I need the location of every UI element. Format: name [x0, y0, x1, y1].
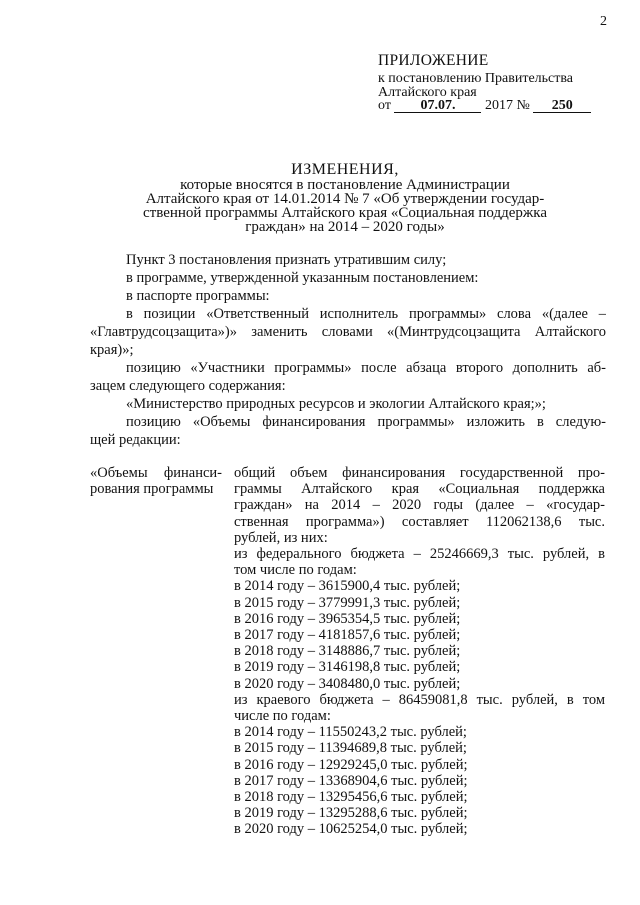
table-right-line: в 2020 году – 10625254,0 тыс. рублей; — [234, 821, 468, 838]
year-number-label: 2017 № — [484, 98, 530, 113]
page-number: 2 — [600, 14, 607, 29]
table-right-line: в 2016 году – 3965354,5 тыс. рублей; — [234, 610, 461, 627]
appendix-date: 07.07. — [394, 99, 481, 113]
body-line: «Главтрудсоцзащита»)» заменить словами «(Минтрудсоцзащита Алтайского — [90, 324, 606, 340]
heading-line: граждан» на 2014 – 2020 годы» — [245, 219, 445, 235]
table-right-line: в 2017 году – 4181857,6 тыс. рублей; — [234, 627, 461, 643]
table-right-line: в 2015 году – 11394689,8 тыс. рублей; — [234, 740, 467, 757]
table-right-line: граммы Алтайского края «Социальная поддержка — [234, 481, 605, 498]
body-line: позицию «Участники программы» после абзаца второго дополнить аб- — [126, 360, 606, 376]
body-line: щей редакции: — [90, 432, 181, 448]
table-right-line: в 2017 году – 13368904,6 тыс. рублей; — [234, 772, 468, 789]
body-line: зацем следующего содержания: — [90, 378, 286, 394]
table-right-line: граждан» на 2014 – 2020 годы (далее – «государ- — [234, 497, 605, 514]
table-right-line: ственная программа») составляет 112062138,6 тыс. — [234, 513, 605, 530]
appendix-title: ПРИЛОЖЕНИЕ — [378, 52, 489, 69]
table-right-line: в 2014 году – 11550243,2 тыс. рублей; — [234, 724, 467, 741]
table-right-line: в 2020 году – 3408480,0 тыс. рублей; — [234, 675, 461, 692]
table-right-line: из краевого бюджета – 86459081,8 тыс. рублей, в том — [234, 691, 605, 708]
heading-line: Алтайского края от 14.01.2014 № 7 «Об утверждении государ- — [145, 191, 545, 207]
table-right-line: в 2014 году – 3615900,4 тыс. рублей; — [234, 578, 461, 595]
table-left-line: «Объемы финанси- — [90, 465, 222, 481]
appendix-date-line — [378, 99, 591, 113]
table-right-line: в 2019 году – 3146198,8 тыс. рублей; — [234, 659, 461, 676]
table-right-line: рублей, из них: — [234, 529, 328, 546]
heading-line: ственной программы Алтайского края «Социальная поддержка — [142, 205, 547, 221]
body-line: «Министерство природных ресурсов и экологии Алтайского края;»; — [126, 396, 546, 412]
appendix-number: 250 — [533, 99, 591, 113]
appendix-line-2: Алтайского края — [378, 85, 477, 100]
table-right-line: общий объем финансирования государственной про- — [234, 465, 605, 481]
body-line: в позиции «Ответственный исполнитель программы» слова «(далее – — [126, 306, 606, 322]
body-line: позицию «Объемы финансирования программы» изложить в следую- — [126, 414, 606, 430]
table-right-line: в 2019 году – 13295288,6 тыс. рублей; — [234, 805, 468, 822]
body-line: в паспорте программы: — [126, 288, 270, 304]
body-line: Пункт 3 постановления признать утратившим силу; — [126, 252, 447, 268]
table-right-line: в 2018 году – 13295456,6 тыс. рублей; — [234, 789, 468, 805]
heading-title: ИЗМЕНЕНИЯ, — [291, 161, 399, 178]
table-right-line: в 2016 году – 12929245,0 тыс. рублей; — [234, 756, 468, 773]
table-right-line: числе по годам: — [234, 708, 331, 724]
body-line: края)»; — [90, 342, 134, 358]
body-line: в программе, утвержденной указанным постановлением: — [126, 270, 479, 286]
from-label: от — [378, 98, 391, 113]
table-left-line: рования программы — [90, 481, 214, 498]
appendix-line-1: к постановлению Правительства — [378, 71, 574, 86]
table-right-line: в 2015 году – 3779991,3 тыс. рублей; — [234, 594, 461, 611]
heading-line: которые вносятся в постановление Администрации — [180, 177, 510, 193]
table-right-line: в 2018 году – 3148886,7 тыс. рублей; — [234, 643, 461, 660]
table-right-line: том числе по годам: — [234, 562, 357, 579]
table-right-line: из федерального бюджета – 25246669,3 тыс. рублей, в — [234, 546, 605, 562]
